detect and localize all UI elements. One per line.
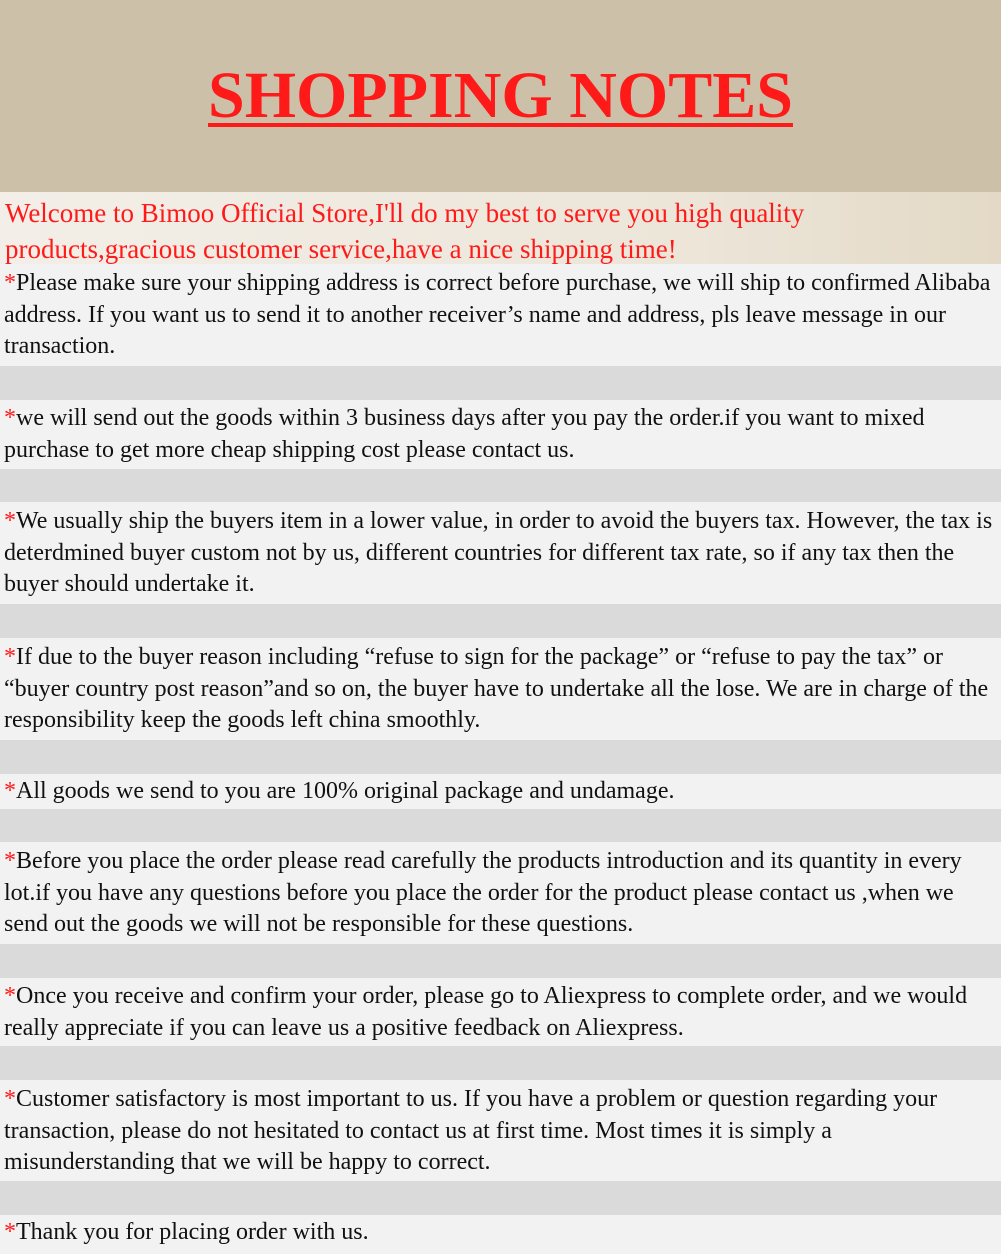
separator-band bbox=[0, 740, 1001, 774]
note-text: Please make sure your shipping address is correct before purchase, we will ship to confirmed Alibaba address. If you want us to send it to another receiver’s name and address, pls leave message in our transaction. bbox=[4, 270, 991, 359]
note-text: Thank you for placing order with us. bbox=[16, 1219, 369, 1245]
note-text: Customer satisfactory is most important to us. If you have a problem or question regarding your transaction, please do not hesitated to contact us at first time. Most times it is simply a misunderstanding that we will be happy to correct. bbox=[4, 1086, 938, 1175]
asterisk-bullet: * bbox=[4, 983, 16, 1009]
asterisk-bullet: * bbox=[4, 508, 16, 534]
separator-band bbox=[0, 469, 1001, 502]
welcome-message: Welcome to Bimoo Official Store,I'll do my best to serve you high quality products,gracious customer service,have a nice shipping time! bbox=[5, 198, 805, 264]
shopping-note bbox=[4, 268, 996, 363]
separator-band bbox=[0, 366, 1001, 400]
shopping-note bbox=[4, 403, 996, 466]
asterisk-bullet: * bbox=[4, 644, 16, 670]
asterisk-bullet: * bbox=[4, 778, 16, 804]
asterisk-bullet: * bbox=[4, 405, 16, 431]
separator-band bbox=[0, 1046, 1001, 1080]
asterisk-bullet: * bbox=[4, 1086, 16, 1112]
note-text: we will send out the goods within 3 business days after you pay the order.if you want to mixed purchase to get more cheap shipping cost please contact us. bbox=[4, 405, 925, 463]
separator-band bbox=[0, 944, 1001, 978]
asterisk-bullet: * bbox=[4, 848, 16, 874]
note-text: All goods we send to you are 100% original package and undamage. bbox=[16, 778, 675, 804]
separator-band bbox=[0, 809, 1001, 842]
note-text: If due to the buyer reason including “refuse to sign for the package” or “refuse to pay the tax” or “buyer country post reason”and so on, the buyer have to undertake all the lose. We are in charge of the responsibility keep the goods left china smoothly. bbox=[4, 644, 989, 733]
shopping-note bbox=[4, 1084, 996, 1179]
shopping-note bbox=[4, 981, 996, 1044]
shopping-note bbox=[4, 846, 996, 941]
shopping-note bbox=[4, 506, 996, 601]
shopping-note bbox=[4, 776, 996, 808]
separator-band bbox=[0, 1181, 1001, 1215]
asterisk-bullet: * bbox=[4, 270, 16, 296]
page-title: SHOPPING NOTES bbox=[208, 59, 793, 132]
separator-band bbox=[0, 604, 1001, 638]
asterisk-bullet: * bbox=[4, 1219, 16, 1245]
note-text: We usually ship the buyers item in a lower value, in order to avoid the buyers tax. However, the tax is deterdmined buyer custom not by us, different countries for different tax rate, so if any tax then the buyer should undertake it. bbox=[4, 508, 993, 597]
shopping-note bbox=[4, 642, 996, 737]
note-text: Before you place the order please read carefully the products introduction and its quantity in every lot.if you have any questions before you place the order for the product please contact us ,when we send out the goods we will not be responsible for these questions. bbox=[4, 848, 962, 937]
shopping-note bbox=[4, 1217, 996, 1249]
note-text: Once you receive and confirm your order, please go to Aliexpress to complete order, and we would really appreciate if you can leave us a positive feedback on Aliexpress. bbox=[4, 983, 968, 1041]
